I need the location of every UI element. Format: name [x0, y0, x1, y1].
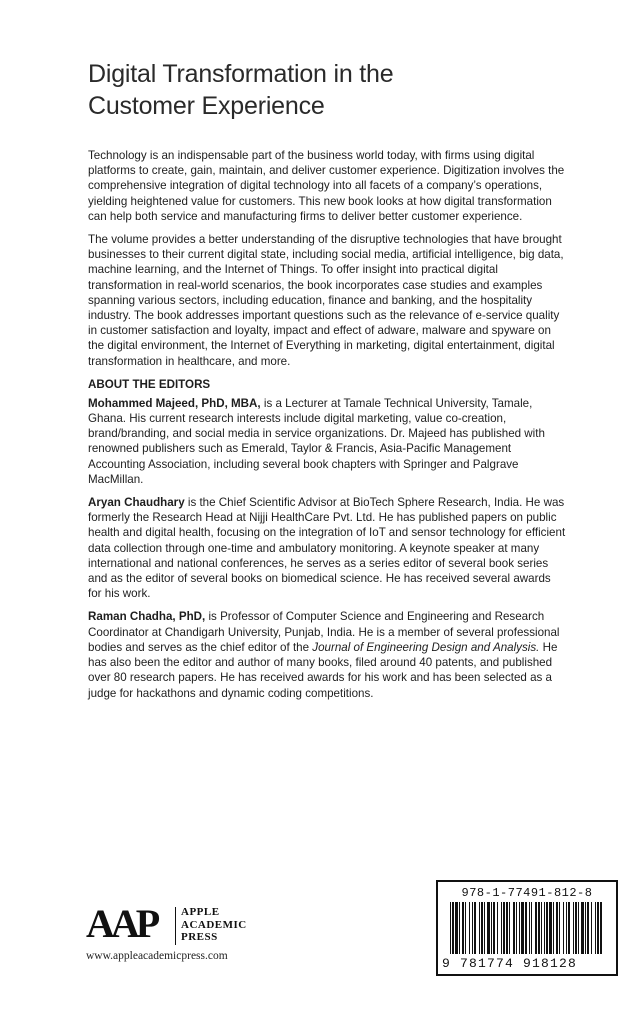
editor-name-2: Aryan Chaudhary — [88, 496, 185, 510]
barcode-bar — [452, 902, 454, 954]
barcode-bar — [465, 902, 466, 954]
barcode-bar — [546, 902, 548, 954]
barcode-bar — [585, 902, 586, 954]
back-cover-text — [88, 148, 566, 709]
barcode-bar — [474, 902, 476, 954]
barcode-bar — [472, 902, 473, 954]
barcode-bar — [525, 902, 527, 954]
barcode-bar — [549, 902, 552, 954]
publisher-name-line-2: ACADEMIC — [181, 918, 247, 931]
barcode-bar — [587, 902, 589, 954]
barcode-bar — [503, 902, 505, 954]
barcode-bar — [581, 902, 584, 954]
publisher-name-line-1: APPLE — [181, 906, 220, 918]
barcode-bar — [506, 902, 508, 954]
description-paragraph-1: Technology is an indispensable part of the business world today, with firms using digital platforms to create, gain, maintain, and deliver customer experience. Digitization involves the comprehensive integration of digital technology into all facets of a company’s operations, yielding heightened value for customers. This new book looks at how digital transformation can help both service and manufacturing firms to deliver better customer experience. — [88, 149, 565, 223]
editor-name-1: Mohammed Majeed, PhD, MBA, — [88, 396, 261, 410]
barcode-bar — [529, 902, 530, 954]
barcode-bar — [541, 902, 542, 954]
barcode-bar — [595, 902, 596, 954]
isbn-barcode — [436, 880, 618, 976]
barcode-bar — [479, 902, 480, 954]
barcode-bars — [450, 902, 604, 956]
barcode-bar — [575, 902, 577, 954]
barcode-bar — [559, 902, 560, 954]
barcode-bar — [497, 902, 498, 954]
description-paragraph-2: The volume provides a better understanding of the disruptive technologies that have brought businesses to their current digital state, including social media, artificial intelligence, big data, machine learning, and the Internet of Things. To offer insight into practical digital transformation in real-world scenarios, the book incorporates case studies and examples spanning various sectors, including education, finance and banking, and the hospitality industry. The book addresses important questions such as the relevance of e-service quality in customer satisfaction and loyalty, impact and effect of adware, malware and spyware on the digital environment, the Internet of Everything in marketing, digital entertainment, digital transformation in healthcare, and more. — [88, 233, 564, 368]
barcode-bar — [513, 902, 515, 954]
aap-logo-mark: AAP — [86, 901, 157, 946]
editor-bio-text-3b: He has also been the editor and author of many books, filed around 40 patents, and published over 80 research papers. He has received awards for his work and has been selected as a judge for hackathons and dynamic coding competitions. — [88, 640, 558, 700]
book-title-line-2: Customer Experience — [88, 92, 325, 120]
editor-bio-3 — [88, 609, 566, 700]
barcode-bar — [521, 902, 524, 954]
barcode-bar — [600, 902, 602, 954]
barcode-bar — [563, 902, 564, 954]
barcode-bar — [487, 902, 490, 954]
editor-bio-text-2: is the Chief Scientific Advisor at BioTech Sphere Research, India. He was formerly the Research Head at Nijji HealthCare Pvt. Ltd. He has published papers on public health and digital health, focusing on the integration of IoT and sensor technology for efficient data collection through one-time and ambulatory monitoring. A keynote speaker at many international and national conferences, he serves as a series editor of several book series and as the editor of several books on biomedical science. He has received several awards for his work. — [88, 496, 566, 601]
barcode-bar — [493, 902, 495, 954]
barcode-bar — [455, 902, 458, 954]
ean-digits: 9 781774 918128 — [442, 956, 578, 971]
editor-bio-2 — [88, 495, 566, 601]
barcode-bar — [591, 902, 592, 954]
book-title — [88, 58, 568, 122]
editor-bio-text-1: is a Lecturer at Tamale Technical University, Tamale, Ghana. His current research interests include digital marketing, value co-creation, brand/branding, and social media in service organizations. Dr. Majeed has published with renowned publishers such as Emerald, Taylor & Francis, Asia-Pacific Management Accounting Association, including several book chapters with Springer and Palgrave MacMillan. — [88, 396, 545, 486]
barcode-bar — [469, 902, 470, 954]
book-title-line-1: Digital Transformation in the — [88, 60, 394, 88]
publisher-name-line-3: PRESS — [181, 931, 218, 943]
barcode-bar — [531, 902, 532, 954]
barcode-bar — [597, 902, 599, 954]
barcode-bar — [544, 902, 545, 954]
barcode-bar — [519, 902, 520, 954]
barcode-bar — [573, 902, 574, 954]
publisher-logo — [86, 902, 286, 972]
barcode-bar — [566, 902, 567, 954]
editor-name-3: Raman Chadha, PhD, — [88, 610, 206, 624]
barcode-bar — [484, 902, 485, 954]
editor-bio-1 — [88, 396, 566, 487]
logo-divider — [175, 907, 176, 945]
barcode-bar — [462, 902, 464, 954]
barcode-bar — [509, 902, 510, 954]
barcode-bar — [553, 902, 554, 954]
barcode-bar — [568, 902, 570, 954]
barcode-bar — [516, 902, 517, 954]
barcode-bar — [450, 902, 451, 954]
barcode-bar — [459, 902, 460, 954]
barcode-bar — [491, 902, 492, 954]
publisher-url: www.appleacademicpress.com — [86, 950, 228, 962]
barcode-bar — [556, 902, 558, 954]
barcode-bar — [538, 902, 540, 954]
barcode-bar — [481, 902, 483, 954]
journal-title: Journal of Engineering Design and Analysis. — [312, 640, 540, 654]
publisher-name — [181, 906, 247, 944]
barcode-bar — [501, 902, 502, 954]
barcode-bar — [535, 902, 537, 954]
barcode-bar — [578, 902, 579, 954]
isbn-number: 978-1-77491-812-8 — [461, 886, 593, 900]
editor-bio-text-3a: is Professor of Computer Science and Engineering and Research Coordinator at Chandigarh University, Punjab, India. He is a member of several professional bodies and serves as the chief editor of the — [88, 610, 560, 654]
about-editors-heading: ABOUT THE EDITORS — [88, 377, 211, 391]
